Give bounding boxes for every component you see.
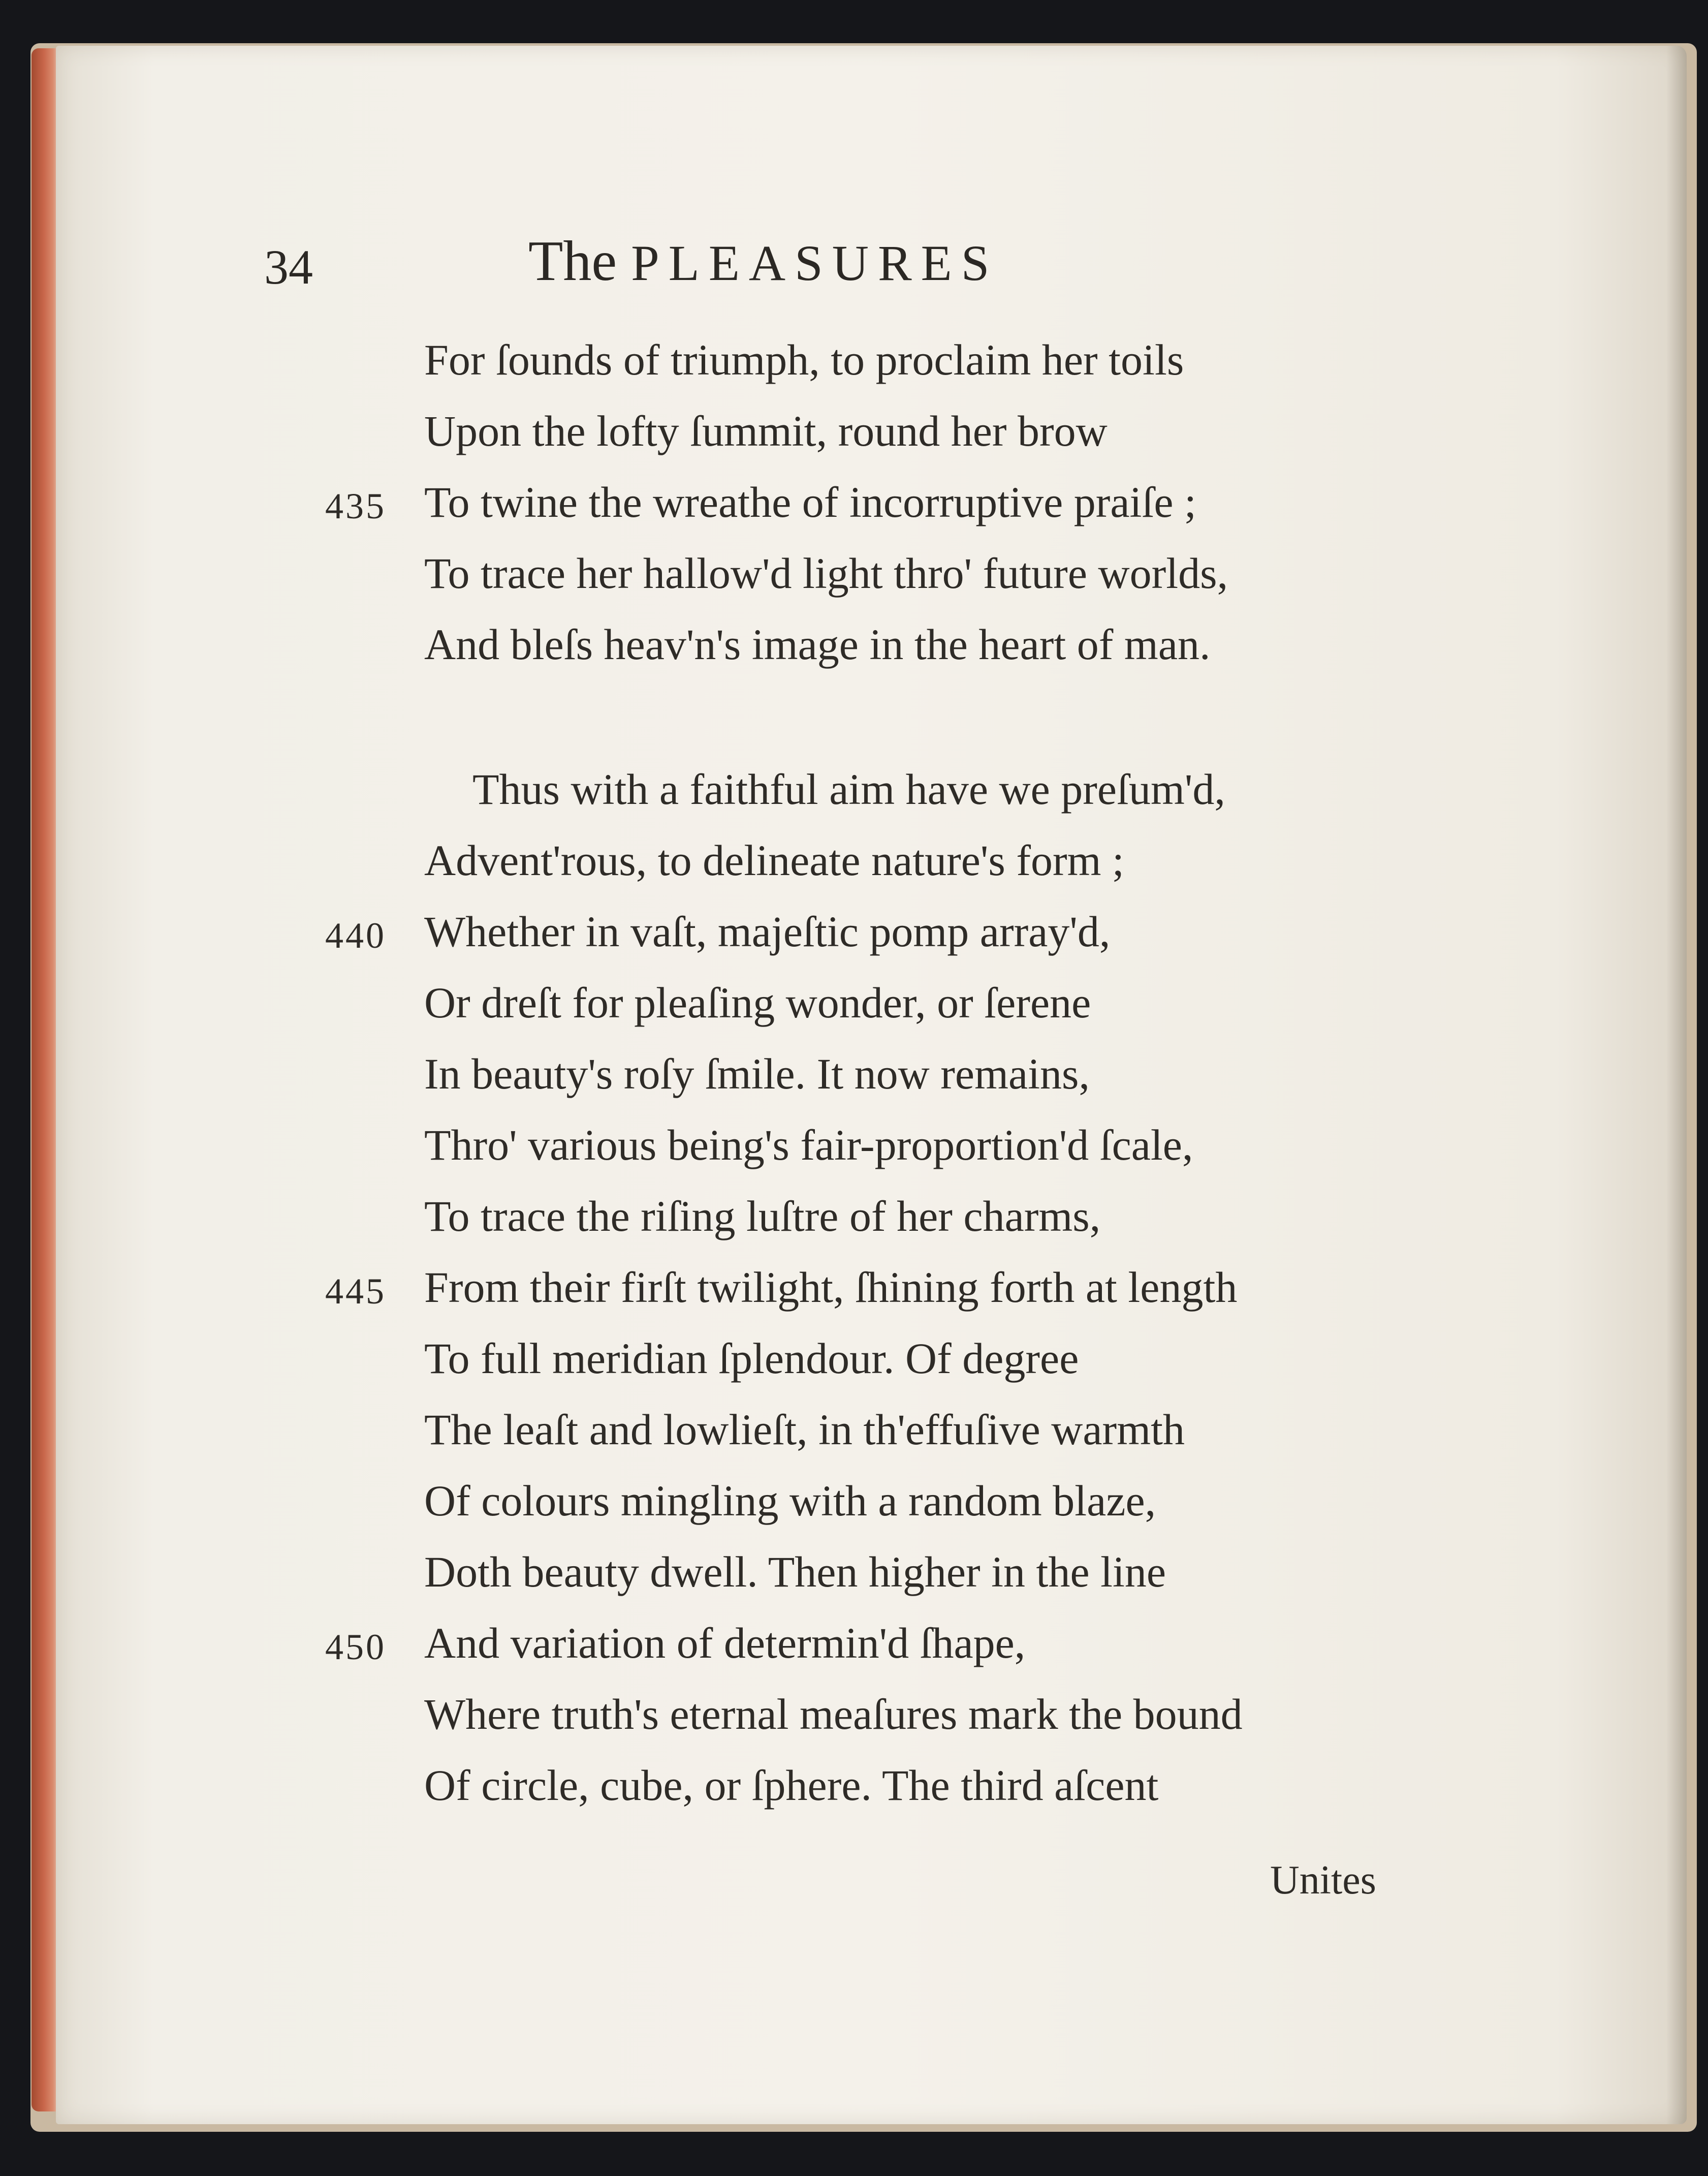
verse-line: Or dreſt for pleaſing wonder, or ſerene (424, 978, 1091, 1027)
catchword: Unites (1270, 1858, 1376, 1903)
verse-line: To full meridian ſplendour. Of degree (424, 1334, 1079, 1383)
verse-line: The leaſt and lowlieſt, in th'effuſive warmth (424, 1405, 1185, 1454)
verse-line: Doth beauty dwell. Then higher in the line (424, 1547, 1166, 1596)
verse-line: Of colours mingling with a random blaze, (424, 1476, 1156, 1525)
verse-line: Thro' various being's fair-proportion'd ſcale, (424, 1121, 1193, 1169)
verse-line: To trace her hallow'd light thro' future worlds, (424, 549, 1228, 598)
verse-line: Advent'rous, to delineate nature's form ; (424, 836, 1124, 885)
verse-line: Upon the lofty ſummit, round her brow (424, 407, 1108, 455)
verse-line: And bleſs heav'n's image in the heart of man. (424, 620, 1211, 669)
line-number: 440 (325, 915, 386, 956)
verse-line: From their firſt twilight, ſhining forth at length (424, 1263, 1238, 1312)
verse-line: Whether in vaſt, majeſtic pomp array'd, (424, 907, 1111, 956)
verse-line: For ſounds of triumph, to proclaim her toils (424, 335, 1184, 384)
line-number: 445 (325, 1271, 386, 1312)
verse-line: To trace the riſing luſtre of her charms, (424, 1192, 1101, 1240)
verse-line: To twine the wreathe of incorruptive praiſe ; (424, 478, 1196, 526)
verse-line: Where truth's eternal meaſures mark the bound (424, 1690, 1243, 1738)
line-number: 450 (325, 1627, 386, 1667)
verse-line: And variation of determin'd ſhape, (424, 1619, 1026, 1667)
verse-line: Thus with a faithful aim have we preſum'd, (472, 765, 1225, 814)
running-title-caps: PLEASURES (631, 235, 999, 291)
verse-line: Of circle, cube, or ſphere. The third aſcent (424, 1761, 1159, 1810)
verse-line: In beauty's roſy ſmile. It now remains, (424, 1049, 1090, 1098)
line-number: 435 (325, 486, 386, 526)
running-title-prefix: The (528, 230, 617, 293)
page-number: 34 (264, 240, 313, 294)
